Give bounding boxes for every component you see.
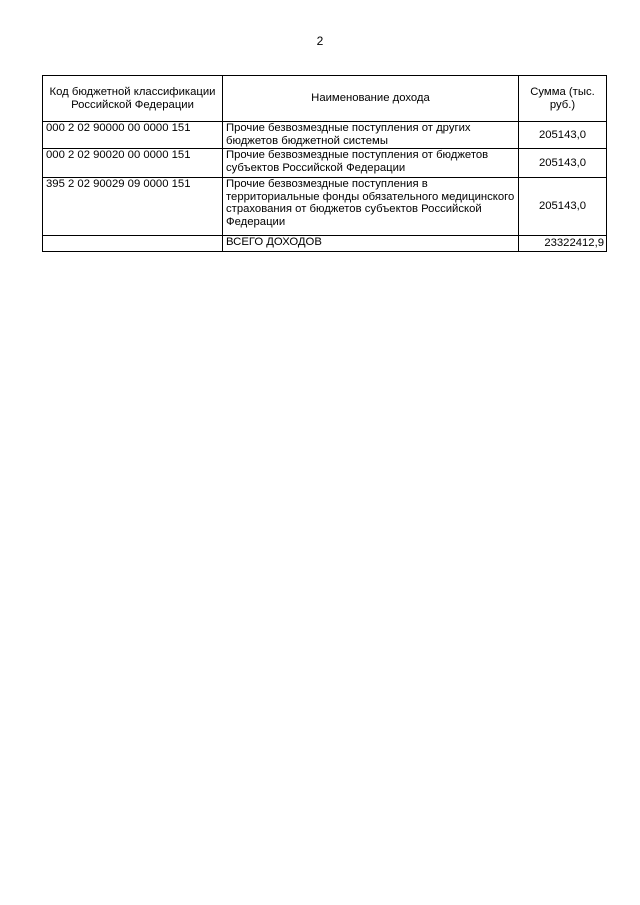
row-name: Прочие безвозмездные поступления в территориальные фонды обязательного медицинского страхования от бюджетов субъектов Российской Федерации (223, 178, 519, 236)
income-table (42, 75, 607, 252)
row-code: 395 2 02 90029 09 0000 151 (43, 178, 223, 236)
total-row (43, 236, 607, 252)
row-code: 000 2 02 90020 00 0000 151 (43, 149, 223, 178)
row-name: Прочие безвозмездные поступления от бюджетов субъектов Российской Федерации (223, 149, 519, 178)
row-name: Прочие безвозмездные поступления от других бюджетов бюджетной системы (223, 122, 519, 149)
total-label: ВСЕГО ДОХОДОВ (223, 236, 519, 252)
page-number: 2 (316, 34, 324, 48)
row-code: 000 2 02 90000 00 0000 151 (43, 122, 223, 149)
row-amount: 205143,0 (519, 122, 607, 149)
row-amount: 205143,0 (519, 149, 607, 178)
total-code (43, 236, 223, 252)
table-row (43, 178, 607, 236)
header-name: Наименование дохода (223, 76, 519, 122)
table-header-row (43, 76, 607, 122)
header-code: Код бюджетной классификации Российской Федерации (43, 76, 223, 122)
table-row (43, 122, 607, 149)
header-amount: Сумма (тыс. руб.) (519, 76, 607, 122)
table-row (43, 149, 607, 178)
row-amount: 205143,0 (519, 178, 607, 236)
total-amount: 23322412,9 (519, 236, 607, 252)
